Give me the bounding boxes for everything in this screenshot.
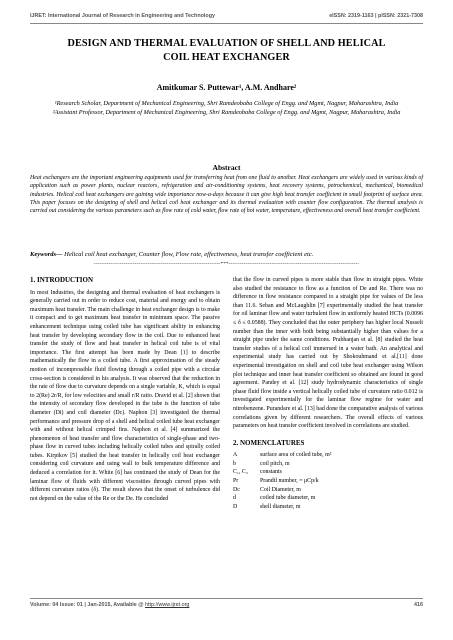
nomenclature-list [233,451,423,511]
nomenclature-row [233,503,423,512]
nomenclature-row [233,460,423,469]
section-separator: --------------------------------------------------------------------***---------------------------------------------------------------------- [93,262,360,267]
paper-title [30,37,423,65]
journal-header [30,13,423,19]
nomenclature-heading: 2. NOMENCLATURES [233,438,305,447]
intro-paragraph: In most Industries, the designing and thermal evaluation of heat exchangers is generally carried out in order to reduce cost, material and energy and to obtain maximum heat transfer. The main challenge in heat exchanger design is to make it compact and to get maximum heat transfer in minimum space. The passive enhancement technique using coiled tube has significant ability in enhancing heat transfer by developing secondary flow in the coil. Due to enhanced heat transfer the study of flow and heat transfer in helical coil tube is of vital importance. The first attempt has been made by Dean [1] to describe mathematically the flow in a coiled tube. A first approximation of the steady motion of incompressible fluid flowing through a coiled pipe with a circular cross-section is considered in his analysis. It was observed that the reduction in the rate of flow due to curvature depends on a single variable, K, which is equal to 2(Re) 2r/R, for low velocities and small r/R ratio. Dravid et al. [2] shown that the intensity of secondary flow developed in the tube is the function of tube diameter (Di) and coil diameter (Dc). Naphon [3] investigated the thermal performance and pressure drop of a shell and helical coiled tube heat exchanger with and without helical crimped fins. Naphon et al. [4] summarized the phenomenon of heat transfer and flow characteristics of single-phase and two-phase flow in curved tubes including helically coiled tubes and spirally coiled tubes. Kirpikov [5] studied the heat transfer in helically coil heat exchanger considering coil curvature and using wall to bulk temperature difference and deduced a correlation for it. White [6] has continued the study of Dean for the laminar flow of fluids with different viscosities through curved pipes with different curvature ratios (δ). The result shows that the onset of turbulence did not depend on the value of the Re or the De. He concluded [30,289,220,502]
nomenclature-row [233,494,423,503]
journal-link[interactable]: http://www.ijret.org [145,602,190,608]
nomenclature-definition: Prandtl number, = μCp/k [260,478,319,485]
keywords-text: Helical coil heat exchanger, Counter flow, Flow rate, effectiveness, heat transfer coefficient etc. [62,251,314,258]
nomenclature-row [233,477,423,486]
nomenclature-symbol: A [233,452,238,459]
nomenclature-symbol: Pr [233,478,239,485]
intro-paragraph-continued: that the flow in curved pipes is more stable than flow in straight pipes. White also studied the resistance to flow as a function of De and Re. There was no difference in flow resistance compared to a straight pipe for values of De less than 11.6. Seban and McLaughlin [7] experimentally studied the heat transfer for oil laminar flow and water turbulent flow in uniformly heated HCTs (0.0096 ≤ δ ≤ 0.0588). They concluded that the outer periphery has higher local Nusselt number than the inner with both being substantially higher than values for a straight pipe under the same conditions. Prabhanjan et al. [8] studied the heat transfer studies of a helical coil immersed in a water bath. An analytical and experimental study has carried out by Shokouhmand et al.[11] done experimental investigation on shell and coil tube heat exchanger using Wilson plot technique and inner heat transfer coefficient so obtained are found in good agreement. Pandey et al. [12] study hydrodynamic characteristics of single phase fluid flow inside a vertical helically coiled tube of curvature ratio 0.012 is investigated experimentally for the laminar flow regime for water and nitrobenzene. Purandare et al. [13] had done the comparative analysis of various correlations given by different researchers. The overall effects of various parameters on heat transfer coefficient involved in correlations are studied. [233,277,423,430]
right-column [233,276,423,511]
header-divider [30,23,423,24]
affiliation-2: ²Assistant Professor, Department of Mechanical Engineering, Shri Ramdeobaba College of Engg. and Mgmt, Nagpur, Maharashtra, India [52,108,401,116]
abstract-text: Heat exchangers are the important engineering equipments used for transferring heat from one fluid to another. Heat exchangers are widely used in various kinds of application such as power plants, nuclear reactors, refrigeration and air-conditioning systems, heat recovery systems, petrochemical, mechanical, biomedical industries. Helical coil heat exchangers are gaining wide importance now-a-days because it can give high heat transfer coefficient in small footprint of surface area. This paper focuses on the designing of shell and helical coil heat exchanger and its thermal evaluation with counter flow configuration. The thermal analysis is carried out considering the various parameters such as flow rate of cold water, flow rate of hot water, temperature, effectiveness and overall heat transfer coefficient. [30,175,423,215]
nomenclature-definition: Coil Diameter, m [260,486,301,493]
nomenclature-symbol: Dc [233,486,240,493]
nomenclature-definition: shell diameter, m [260,503,301,510]
left-column [30,276,220,503]
issn-info: eISSN: 2319-1163 | pISSN: 2321-7308 [329,13,423,19]
abstract-heading: Abstract [212,163,241,172]
keywords [30,251,423,258]
volume-text: Volume: 04 Issue: 01 | Jan-2015, Available @ [30,602,144,608]
nomenclature-definition: surface area of coiled tube, m² [260,452,332,459]
intro-heading: 1. INTRODUCTION [30,276,94,284]
journal-name: IJRET: International Journal of Research in Engineering and Technology [30,13,216,19]
page-footer [30,602,423,608]
nomenclature-symbol: b [233,460,236,467]
nomenclature-symbol: D [233,503,238,510]
author-list: Amitkumar S. Puttewar¹, A.M. Andhare² [156,83,297,92]
keywords-label: Keywords— [30,251,63,258]
title-line-2: COIL HEAT EXCHANGER [163,52,290,63]
affiliation-1: ¹Research Scholar, Department of Mechanical Engineering, Shri Ramdeobaba College of Engg. and Mgmt, Nagpur, Maharashtra, India [54,100,399,107]
title-line-1: DESIGN AND THERMAL EVALUATION OF SHELL AND HELICAL [67,38,386,49]
nomenclature-row [233,451,423,460]
footer-divider [30,598,423,599]
nomenclature-row [233,468,423,477]
nomenclature-definition: coiled tube diameter, m [260,495,316,502]
volume-info [30,602,189,608]
nomenclature-symbol: d [233,495,236,502]
page-number: 416 [414,602,423,608]
nomenclature-definition: coil pitch, m [260,460,290,467]
nomenclature-definition: constants [260,469,282,476]
affiliations [30,100,423,117]
nomenclature-symbol: C₁, C₂ [233,469,248,476]
nomenclature-row [233,486,423,495]
